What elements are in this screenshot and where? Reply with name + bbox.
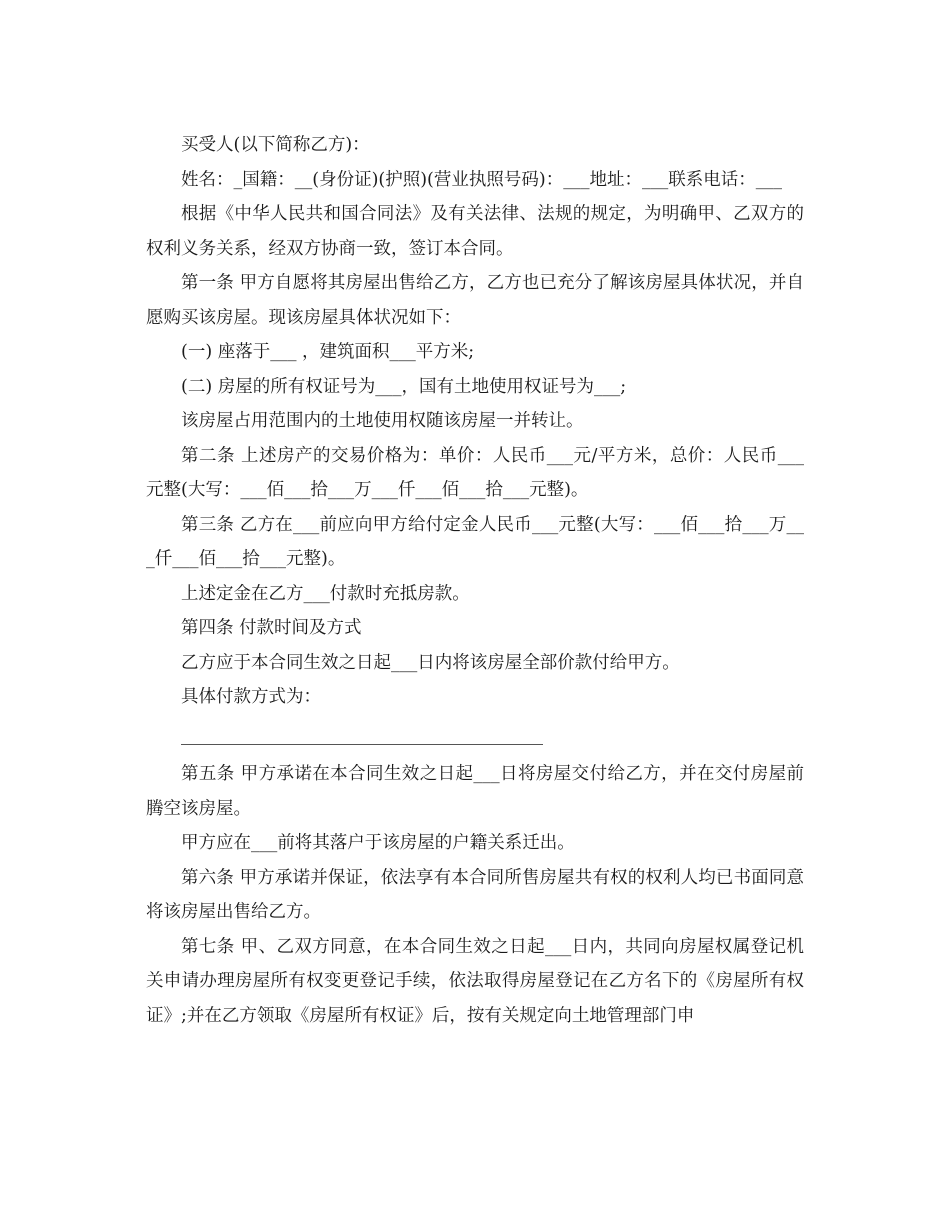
article-1-item-2: (二) 房屋的所有权证号为___，国有土地使用权证号为___;: [181, 376, 627, 397]
deposit-paragraph: 上述定金在乙方___付款时充抵房款。: [181, 583, 470, 604]
land-use-paragraph: 该房屋占用范围内的土地使用权随该房屋一并转让。: [181, 411, 584, 431]
payment-method-blank-line: [181, 719, 543, 754]
payment-deadline-paragraph: 乙方应于本合同生效之日起___日内将该房屋全部价款付给甲方。: [181, 652, 680, 673]
article-4-heading: 第四条 付款时间及方式: [181, 618, 362, 638]
household-registration-paragraph: 甲方应在___前将其落户于该房屋的户籍关系迁出。: [181, 833, 575, 853]
article-1-item-1: (一) 座落于___ ，建筑面积___平方米;: [181, 342, 475, 362]
article-5-paragraph: 第五条 甲方承诺在本合同生效之日起___日将房屋交付给乙方，并在交付房屋前腾空该房屋。: [146, 764, 804, 819]
article-6-paragraph: 第六条 甲方承诺并保证，依法享有本合同所售房屋共有权的权利人均已书面同意将该房屋出售给乙方。: [146, 867, 804, 922]
article-1-paragraph: 第一条 甲方自愿将其房屋出售给乙方，乙方也已充分了解该房屋具体状况，并自愿购买该房屋。现该房屋具体状况如下：: [146, 273, 804, 328]
payment-method-label: 具体付款方式为：: [181, 687, 321, 707]
buyer-info-line: 姓名：_国籍：__(身份证)(护照)(营业执照号码)：___地址：___联系电话：___: [181, 169, 782, 190]
preamble-paragraph: 根据《中华人民共和国合同法》及有关法律、法规的规定，为明确甲、乙双方的权利义务关系，经双方协商一致，签订本合同。: [146, 204, 804, 259]
article-2-paragraph: 第二条 上述房产的交易价格为：单价：人民币___元/平方米，总价：人民币___元整(大写：___佰___拾___万___仟___佰___拾___元整)。: [146, 445, 804, 500]
buyer-heading: 买受人(以下简称乙方)：: [181, 135, 370, 155]
article-3-paragraph: 第三条 乙方在___前应向甲方给付定金人民币___元整(大写：___佰___拾___万___仟___佰___拾___元整)。: [146, 514, 804, 569]
article-7-paragraph: 第七条 甲、乙双方同意，在本合同生效之日起___日内，共同向房屋权属登记机关申请办理房屋所有权变更登记手续，依法取得房屋登记在乙方名下的《房屋所有权证》;并在乙方领取《房屋所有权证》后，按有关规定向土地管理部门申: [146, 936, 804, 1026]
